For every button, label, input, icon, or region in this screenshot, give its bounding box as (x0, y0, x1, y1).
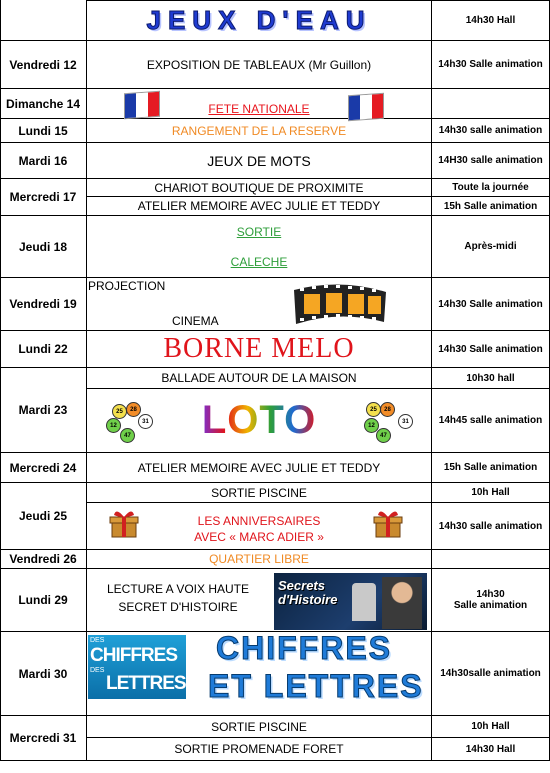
activity-cell: ATELIER MEMOIRE AVEC JULIE ET TEDDY (137, 460, 381, 475)
time-cell: 14h30 Salle animation (438, 59, 543, 70)
activity-cell: RANGEMENT DE LA RESERVE (171, 123, 347, 138)
day-cell: Jeudi 25 (18, 509, 68, 523)
lettres-title: ET LETTRES (208, 668, 424, 704)
day-cell: Lundi 15 (18, 123, 68, 138)
statue-icon (352, 583, 376, 621)
activity-caleche: CALECHE (230, 255, 288, 269)
activity-cell: ATELIER MEMOIRE AVEC JULIE ET TEDDY (137, 199, 381, 213)
activity-cell: SORTIE PROMENADE FORET (174, 742, 344, 756)
time-cell: Toute la journée (452, 182, 529, 193)
activity-marc-adier: AVEC « MARC ADIER » (194, 530, 324, 544)
day-cell: Lundi 22 (18, 342, 68, 356)
activity-anniversaires: LES ANNIVERSAIRES (197, 514, 321, 528)
time-cell: 15h Salle animation (443, 200, 538, 212)
activity-projection: PROJECTION (88, 279, 166, 293)
jeux-eau-title: JEUX D'EAU (146, 5, 372, 35)
lottery-balls-icon: 25 28 31 12 47 (360, 398, 420, 446)
day-cell: Lundi 29 (18, 593, 68, 607)
time-cell: 14h30 salle animation (438, 520, 543, 532)
time-cell (431, 89, 550, 118)
secrets-histoire-title: Secrets d'Histoire (278, 578, 338, 607)
time-cell: 14h30 Salle animation (438, 343, 543, 355)
activity-cell: SORTIE PISCINE (211, 719, 307, 734)
day-cell: Mercredi 24 (9, 460, 77, 475)
activity-cell: QUARTIER LIBRE (209, 552, 309, 566)
time-cell (431, 550, 550, 568)
time-cell: 14h30 salle animation (438, 125, 543, 136)
time-cell: Après-midi (464, 241, 517, 252)
day-cell: Jeudi 18 (18, 239, 68, 254)
time-cell: 10h Hall (471, 487, 510, 498)
day-cell: Mercredi 17 (9, 190, 77, 204)
time-cell: 14H30 salle animation (438, 155, 543, 166)
activity-cinema: CINEMA (172, 314, 219, 328)
day-cell: Mercredi 31 (9, 731, 77, 745)
host-portrait (382, 577, 422, 629)
time-cell: 15h Salle animation (443, 462, 538, 473)
time-cell: 14h30salle animation (440, 668, 541, 679)
day-cell: Vendredi 26 (9, 552, 77, 566)
secrets-histoire-logo (274, 573, 427, 630)
activity-jeux-eau (87, 1, 431, 40)
activity-sortie: SORTIE (236, 225, 282, 239)
activity-cell: SORTIE PISCINE (211, 485, 307, 500)
day-cell: Dimanche 14 (5, 96, 81, 111)
activity-fete-nationale: FETE NATIONALE (208, 102, 310, 116)
day-cell: Mardi 16 (18, 153, 68, 168)
chiffres-lettres-logo: DES CHIFFRES DES LETTRES (88, 635, 186, 699)
activity-cell: SECRET D'HISTOIRE (118, 600, 238, 614)
day-cell: Mardi 23 (18, 403, 68, 417)
day-cell: Vendredi 19 (9, 297, 77, 311)
day-cell: Vendredi 12 (9, 57, 77, 72)
lottery-balls-icon: 25 28 31 12 47 (100, 398, 160, 446)
time-cell: 14h30 Salle animation (438, 298, 543, 310)
day-cell: Mardi 30 (18, 666, 68, 681)
activity-cell: JEUX DE MOTS (207, 152, 311, 169)
time-cell: 14h30 Hall (465, 15, 516, 26)
time-cell: 14h30 Hall (465, 743, 516, 755)
time-cell: 14h30 Salle animation (453, 589, 528, 611)
time-cell: 10h30 hall (466, 372, 515, 384)
activity-borne-melo: BORNE MELO (163, 333, 355, 364)
time-cell: 14h45 salle animation (438, 415, 543, 426)
gift-icon (108, 507, 140, 539)
activity-cell: LECTURE A VOIX HAUTE (106, 582, 250, 596)
time-cell: 10h Hall (471, 721, 510, 732)
gift-icon (372, 507, 404, 539)
activity-cell: EXPOSITION DE TABLEAUX (Mr Guillon) (146, 57, 372, 72)
activity-cell: BALLADE AUTOUR DE LA MAISON (161, 371, 357, 385)
film-strip-icon (292, 282, 388, 326)
chiffres-title: CHIFFRES (216, 630, 392, 666)
loto-title: LOTO (201, 398, 317, 442)
activity-cell: CHARIOT BOUTIQUE DE PROXIMITE (154, 180, 364, 195)
